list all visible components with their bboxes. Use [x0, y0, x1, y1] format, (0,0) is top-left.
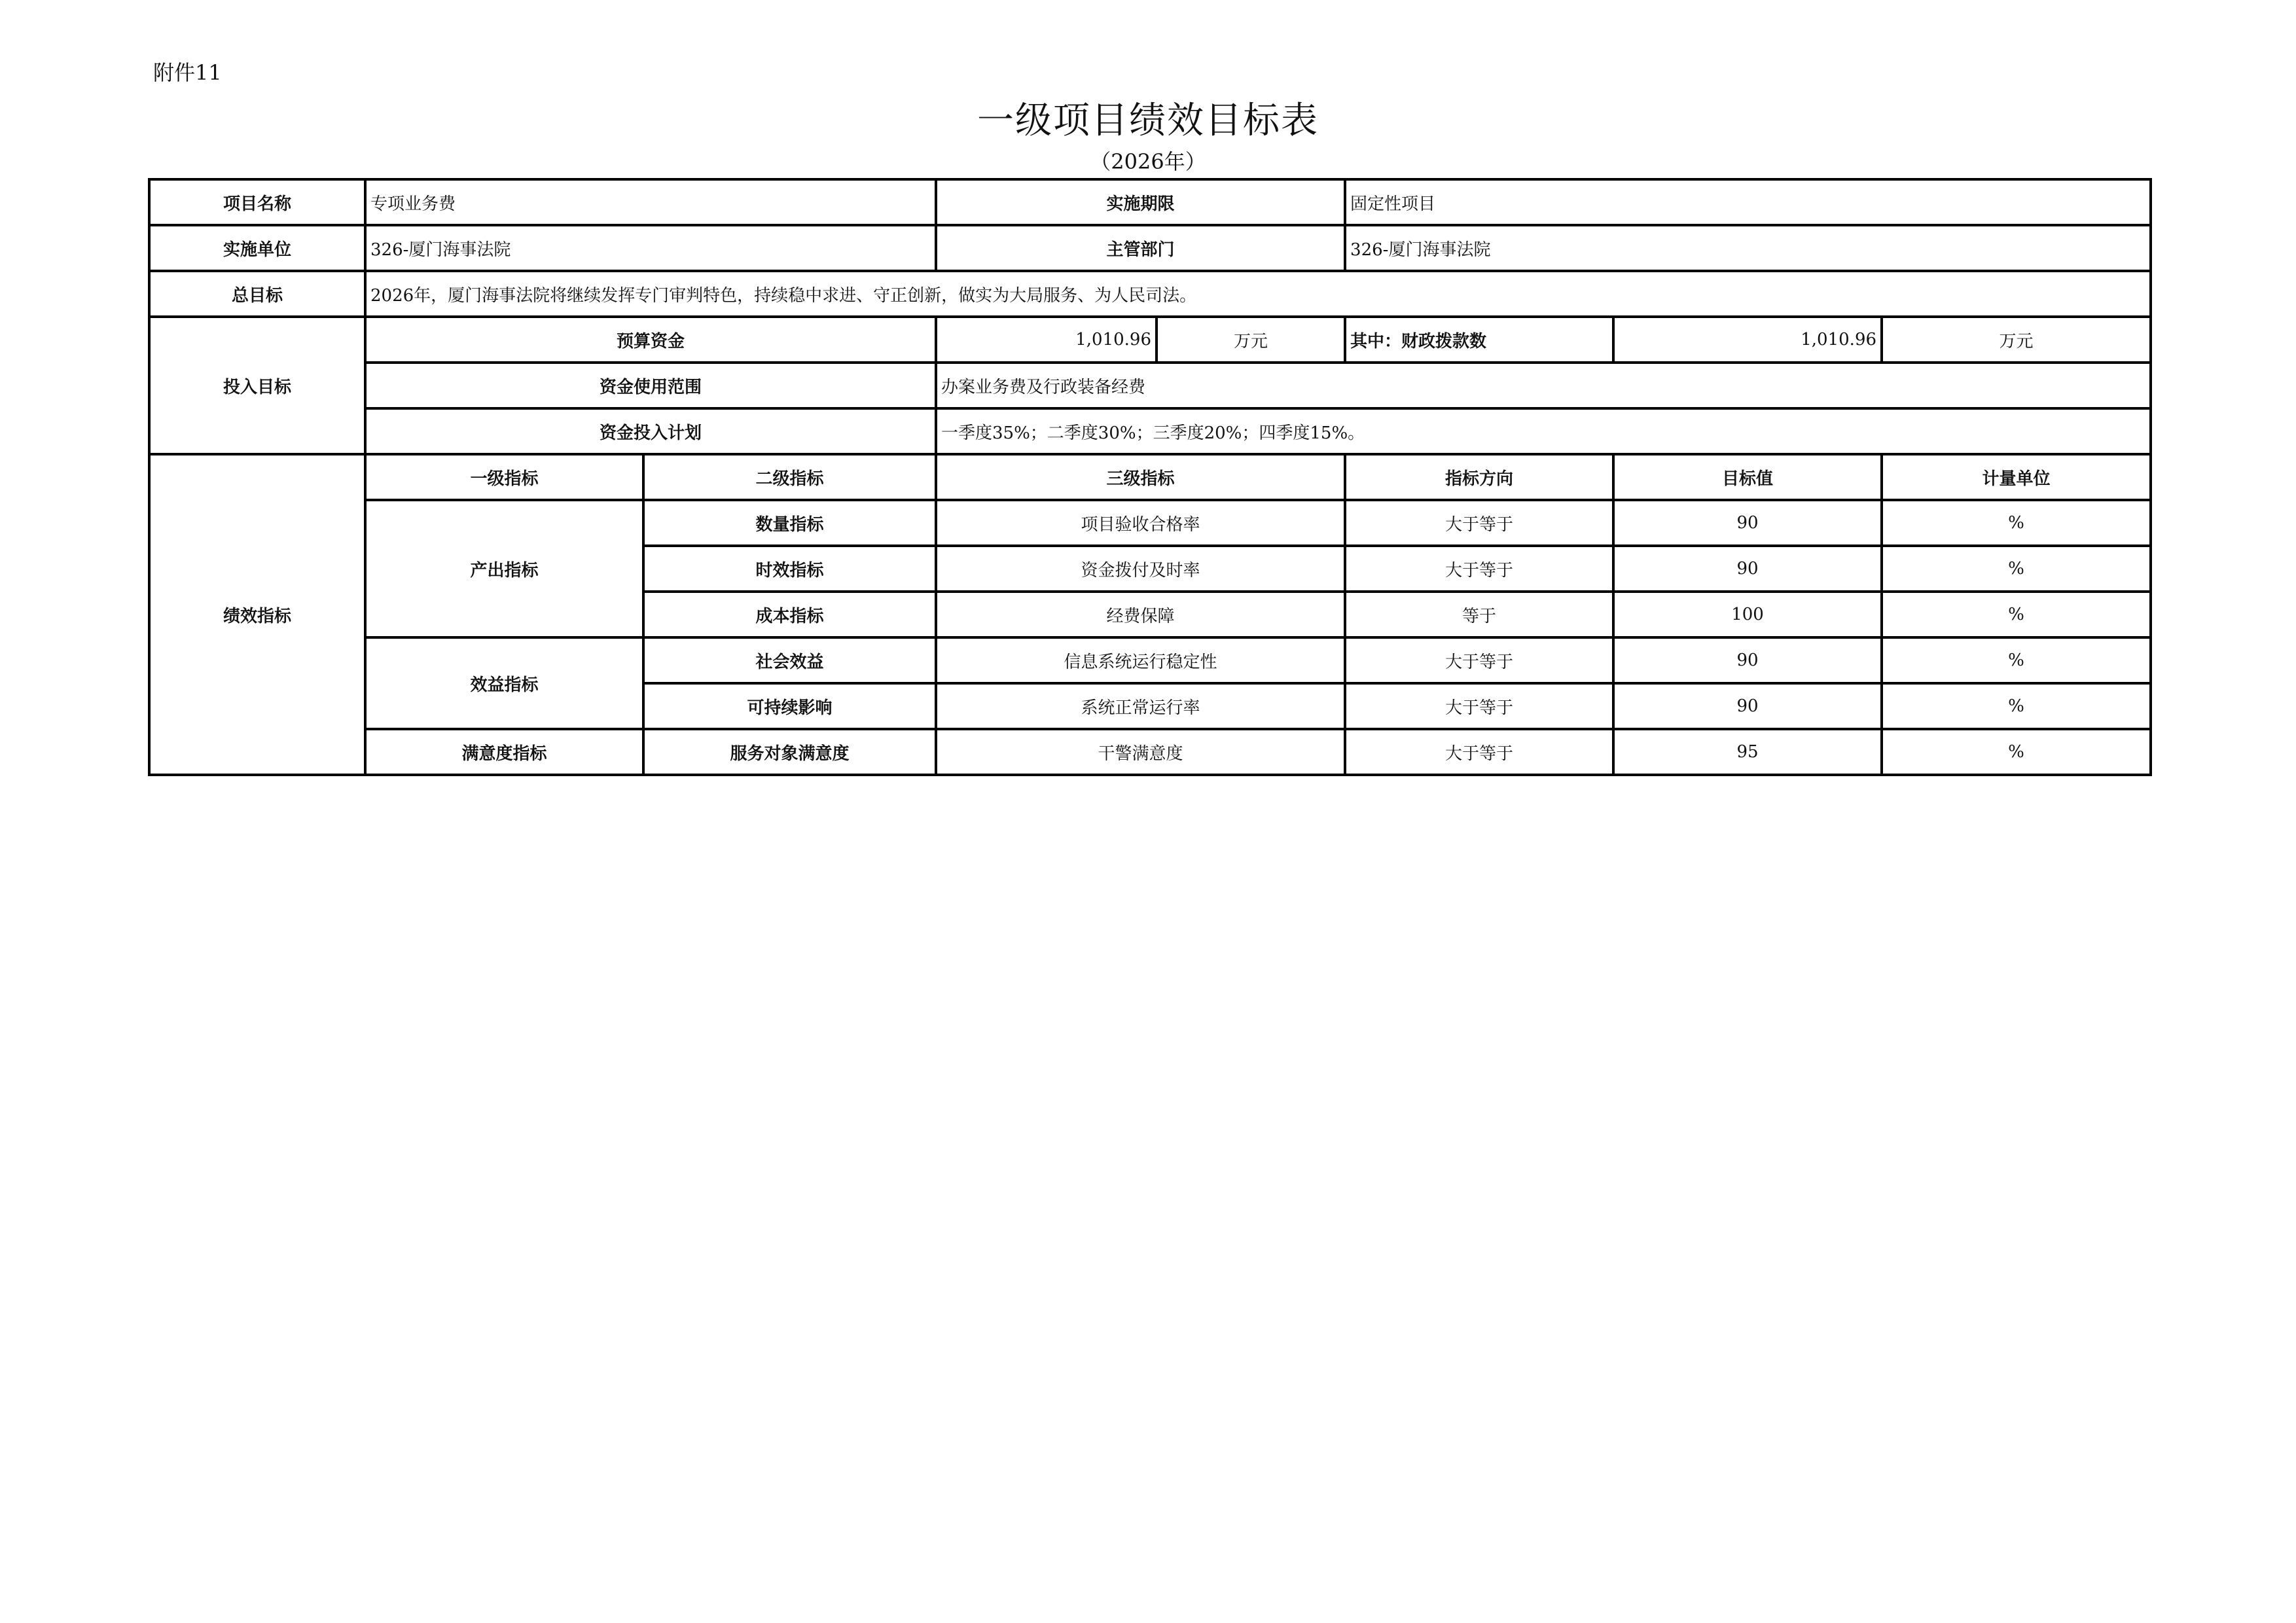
- level2-cell: 可持续影响: [643, 683, 936, 729]
- plan-value: 一季度35%；二季度30%；三季度20%；四季度15%。: [936, 408, 2151, 454]
- level3-cell: 资金拨付及时率: [936, 546, 1345, 592]
- table-row: [149, 729, 2151, 775]
- level3-cell: 项目验收合格率: [936, 500, 1345, 546]
- level3-cell: 信息系统运行稳定性: [936, 637, 1345, 683]
- header-level1: 一级指标: [365, 454, 643, 500]
- unit-cell: %: [1882, 729, 2151, 775]
- fiscal-value: 1,010.96: [1613, 317, 1882, 363]
- row-unit: [149, 225, 2151, 271]
- unit-cell: %: [1882, 500, 2151, 546]
- table-row: [149, 637, 2151, 683]
- scope-label: 资金使用范围: [365, 363, 936, 408]
- perf-label: 绩效指标: [149, 454, 365, 775]
- header-direction: 指标方向: [1345, 454, 1613, 500]
- level1-benefit: 效益指标: [365, 637, 643, 729]
- header-level3: 三级指标: [936, 454, 1345, 500]
- period-label: 实施期限: [936, 179, 1345, 225]
- unit-label: 实施单位: [149, 225, 365, 271]
- page-title: 一级项目绩效目标表: [977, 99, 1319, 142]
- year-subtitle: （2026年）: [1090, 149, 1206, 174]
- annex-label: 附件11: [153, 60, 222, 85]
- period-value: 固定性项目: [1345, 179, 2151, 225]
- direction-cell: 大于等于: [1345, 546, 1613, 592]
- level1-output: 产出指标: [365, 500, 643, 637]
- row-budget: [149, 317, 2151, 363]
- level2-cell: 时效指标: [643, 546, 936, 592]
- perf-header-row: [149, 454, 2151, 500]
- direction-cell: 大于等于: [1345, 683, 1613, 729]
- table-row: [149, 500, 2151, 546]
- target-cell: 95: [1613, 729, 1882, 775]
- project-name-label: 项目名称: [149, 179, 365, 225]
- performance-table: [148, 178, 2152, 776]
- target-cell: 90: [1613, 500, 1882, 546]
- row-scope: [149, 363, 2151, 408]
- level1-satisfaction: 满意度指标: [365, 729, 643, 775]
- target-cell: 100: [1613, 592, 1882, 637]
- plan-label: 资金投入计划: [365, 408, 936, 454]
- direction-cell: 等于: [1345, 592, 1613, 637]
- unit-cell: %: [1882, 592, 2151, 637]
- dept-label: 主管部门: [936, 225, 1345, 271]
- direction-cell: 大于等于: [1345, 637, 1613, 683]
- goal-value: 2026年，厦门海事法院将继续发挥专门审判特色，持续稳中求进、守正创新，做实为大局服务、为人民司法。: [365, 271, 2151, 317]
- goal-label: 总目标: [149, 271, 365, 317]
- header-unit: 计量单位: [1882, 454, 2151, 500]
- header-level2: 二级指标: [643, 454, 936, 500]
- row-project-name: [149, 179, 2151, 225]
- budget-label: 预算资金: [365, 317, 936, 363]
- dept-value: 326-厦门海事法院: [1345, 225, 2151, 271]
- level2-cell: 服务对象满意度: [643, 729, 936, 775]
- input-target-label: 投入目标: [149, 317, 365, 454]
- level3-cell: 干警满意度: [936, 729, 1345, 775]
- level2-cell: 社会效益: [643, 637, 936, 683]
- direction-cell: 大于等于: [1345, 729, 1613, 775]
- unit-value: 326-厦门海事法院: [365, 225, 936, 271]
- direction-cell: 大于等于: [1345, 500, 1613, 546]
- fiscal-unit: 万元: [1882, 317, 2151, 363]
- unit-cell: %: [1882, 546, 2151, 592]
- project-name-value: 专项业务费: [365, 179, 936, 225]
- budget-value: 1,010.96: [936, 317, 1157, 363]
- unit-cell: %: [1882, 637, 2151, 683]
- scope-value: 办案业务费及行政装备经费: [936, 363, 2151, 408]
- row-goal: [149, 271, 2151, 317]
- target-cell: 90: [1613, 637, 1882, 683]
- level2-cell: 成本指标: [643, 592, 936, 637]
- level3-cell: 经费保障: [936, 592, 1345, 637]
- target-cell: 90: [1613, 683, 1882, 729]
- target-cell: 90: [1613, 546, 1882, 592]
- unit-cell: %: [1882, 683, 2151, 729]
- budget-unit: 万元: [1157, 317, 1345, 363]
- fiscal-label: 其中：财政拨款数: [1345, 317, 1613, 363]
- row-plan: [149, 408, 2151, 454]
- header-target: 目标值: [1613, 454, 1882, 500]
- level3-cell: 系统正常运行率: [936, 683, 1345, 729]
- level2-cell: 数量指标: [643, 500, 936, 546]
